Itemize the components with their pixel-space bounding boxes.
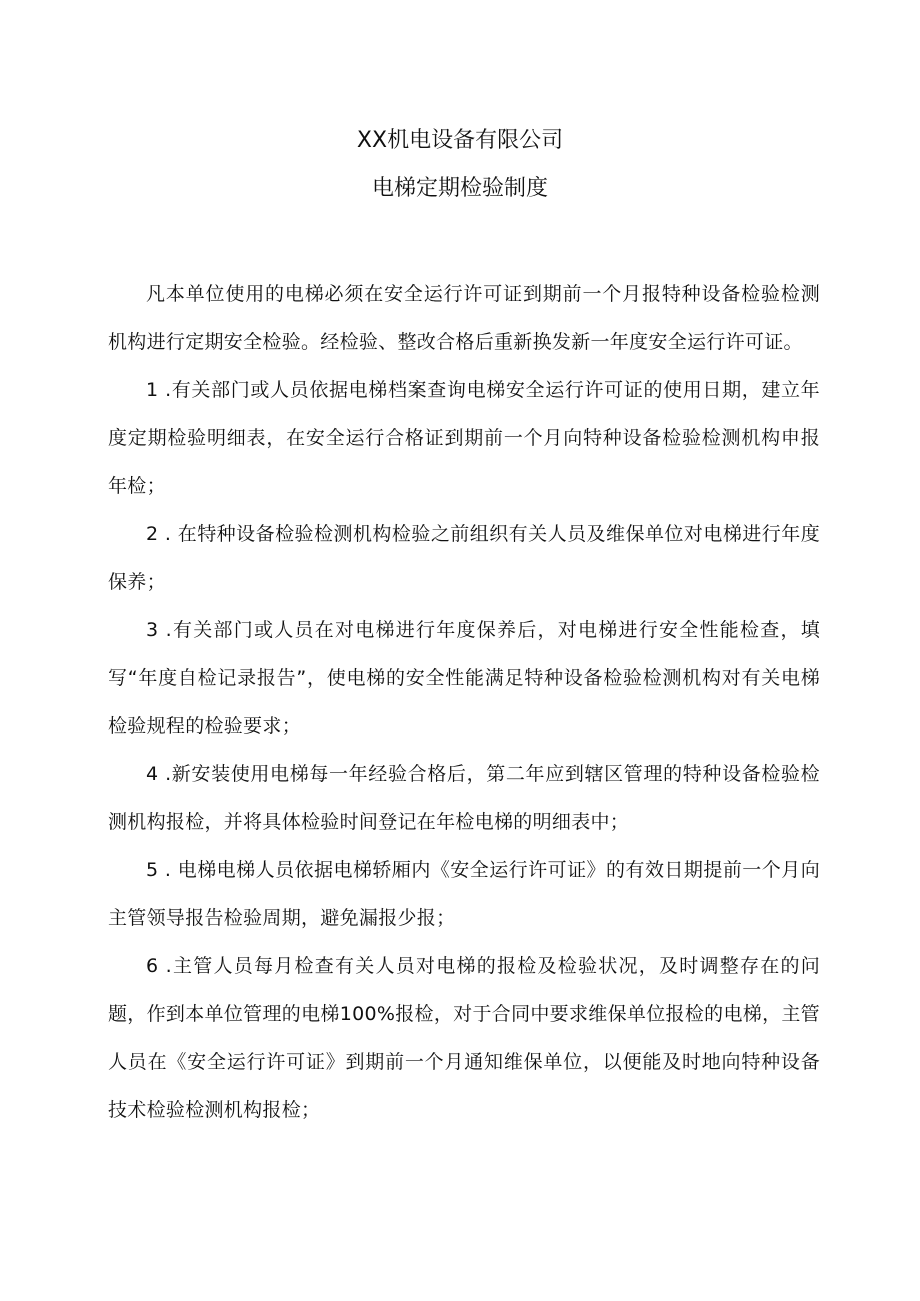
clause-6: 6 .主管人员每月检查有关人员对电梯的报检及检验状况，及时调整存在的问题，作到本单位管理的电梯100%报检，对于合同中要求维保单位报检的电梯，主管人员在《安全运行许可证》到期前一个月通知维保单位，以便能及时地向特种设备技术检验检测机构报检； — [108, 955, 820, 1121]
clause-1: 1 .有关部门或人员依据电梯档案查询电梯安全运行许可证的使用日期，建立年度定期检验明细表，在安全运行合格证到期前一个月向特种设备检验检测机构申报年检； — [108, 379, 820, 497]
title-block — [0, 126, 920, 204]
company-name: XX机电设备有限公司 — [356, 128, 564, 153]
intro-paragraph: 凡本单位使用的电梯必须在安全运行许可证到期前一个月报特种设备检验检测机构进行定期安全检验。经检验、整改合格后重新换发新一年度安全运行许可证。 — [108, 283, 820, 353]
document-body — [108, 270, 820, 1134]
document-title: 电梯定期检验制度 — [371, 176, 548, 201]
clause-5: 5 . 电梯电梯人员依据电梯轿厢内《安全运行许可证》的有效日期提前一个月向主管领导报告检验周期，避免漏报少报； — [108, 859, 820, 929]
clause-4: 4 .新安装使用电梯每一年经验合格后，第二年应到辖区管理的特种设备检验检测机构报检，并将具体检验时间登记在年检电梯的明细表中； — [108, 763, 820, 833]
clause-3: 3 .有关部门或人员在对电梯进行年度保养后，对电梯进行安全性能检查，填写“年度自检记录报告”，使电梯的安全性能满足特种设备检验检测机构对有关电梯检验规程的检验要求； — [108, 619, 820, 737]
clause-2: 2 . 在特种设备检验检测机构检验之前组织有关人员及维保单位对电梯进行年度保养； — [108, 523, 820, 593]
